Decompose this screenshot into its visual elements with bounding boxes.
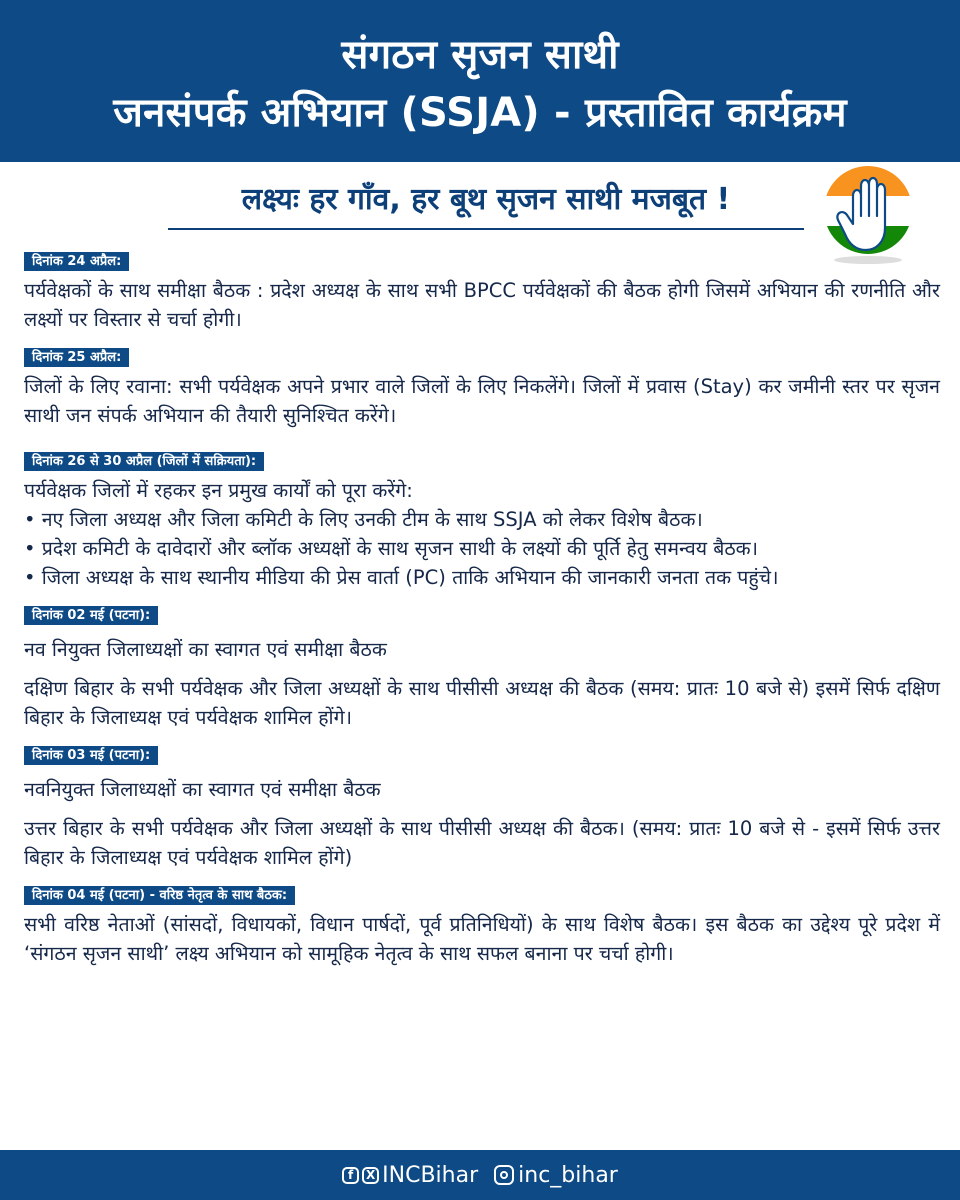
social-handle-instagram[interactable]: inc_bihar [518, 1162, 618, 1188]
section-may-04 [24, 884, 940, 968]
section-apr-24 [24, 250, 940, 334]
bullet-item: • जिला अध्यक्ष के साथ स्थानीय मीडिया की प्रेस वार्ता (PC) ताकि अभियान की जानकारी जनता तक पहुंचे। [24, 566, 779, 589]
facebook-icon[interactable]: f [342, 1167, 359, 1184]
title-line-2: जनसंपर्क अभियान (SSJA) - प्रस्तावित कार्यक्रम [113, 90, 847, 136]
date-label: दिनांक 26 से 30 अप्रैल (जिलों में सक्रियता): [24, 452, 264, 471]
social-handle-x[interactable]: INCBihar [382, 1162, 479, 1188]
date-label: दिनांक 24 अप्रैल: [24, 252, 129, 271]
section-text: पर्यवेक्षकों के साथ समीक्षा बैठक : प्रदेश अध्यक्ष के साथ सभी BPCC पर्यवेक्षकों की बैठक होगी जिसमें अभियान की रणनीति और लक्ष्यों पर विस्तार से चर्चा होगी। [24, 279, 940, 331]
footer-social-bar [0, 1150, 960, 1200]
section-may-02 [24, 604, 940, 732]
section-apr-25 [24, 346, 940, 430]
x-icon[interactable]: X [362, 1167, 379, 1184]
date-label: दिनांक 04 मई (पटना) - वरिष्ठ नेतृत्व के साथ बैठक: [24, 886, 295, 905]
bullet-item: • प्रदेश कमिटी के दावेदारों और ब्लॉक अध्यक्षों के साथ सृजन साथी के लक्ष्यों की पूर्ति हेतु समन्वय बैठक। [24, 537, 759, 560]
date-label: दिनांक 25 अप्रैल: [24, 348, 129, 367]
section-heading: नवनियुक्त जिलाध्यक्षों का स्वागत एवं समीक्षा बैठक [24, 778, 381, 801]
section-text: जिलों के लिए रवाना: सभी पर्यवेक्षक अपने प्रभार वाले जिलों के लिए निकलेंगे। जिलों में प्रवास (Stay) कर जमीनी स्तर पर सृजन साथी जन संपर्क अभियान की तैयारी सुनिश्चित करेंगे। [24, 375, 940, 427]
date-label: दिनांक 02 मई (पटना): [24, 606, 158, 625]
instagram-icon[interactable] [494, 1165, 514, 1185]
section-text: उत्तर बिहार के सभी पर्यवेक्षक और जिला अध्यक्षों के साथ पीसीसी अध्यक्ष की बैठक। (समय: प्रातः 10 बजे से - इसमें सिर्फ उत्तर बिहार के जिलाध्यक्ष एवं पर्यवेक्षक शामिल होंगे) [24, 817, 940, 869]
section-may-03 [24, 744, 940, 872]
schedule-content [24, 250, 940, 980]
section-text: दक्षिण बिहार के सभी पर्यवेक्षक और जिला अध्यक्षों के साथ पीसीसी अध्यक्ष की बैठक (समय: प्रातः 10 बजे से) इसमें सिर्फ दक्षिण बिहार के जिलाध्यक्ष एवं पर्यवेक्षक शामिल होंगे। [24, 677, 940, 729]
section-text: सभी वरिष्ठ नेताओं (सांसदों, विधायकों, विधान पार्षदों, पूर्व प्रतिनिधियों) के साथ विशेष बैठक। इस बैठक का उद्देश्य पूरे प्रदेश में ‘संगठन सृजन साथी’ लक्ष्य अभियान को सामूहिक नेतृत्व के साथ सफल बनाना पर चर्चा होगी। [24, 913, 940, 965]
tagline: लक्ष्यः हर गाँव, हर बूथ सृजन साथी मजबूत ! [168, 172, 804, 230]
bullet-item: • नए जिला अध्यक्ष और जिला कमिटी के लिए उनकी टीम के साथ SSJA को लेकर विशेष बैठक। [24, 508, 703, 531]
title-line-1: संगठन सृजन साथी [341, 32, 619, 78]
date-label: दिनांक 03 मई (पटना): [24, 746, 158, 765]
section-apr-26-30 [24, 450, 940, 592]
section-heading: नव नियुक्त जिलाध्यक्षों का स्वागत एवं समीक्षा बैठक [24, 638, 387, 661]
section-intro: पर्यवेक्षक जिलों में रहकर इन प्रमुख कार्यों को पूरा करेंगे: [24, 479, 413, 502]
header-banner [0, 0, 960, 162]
